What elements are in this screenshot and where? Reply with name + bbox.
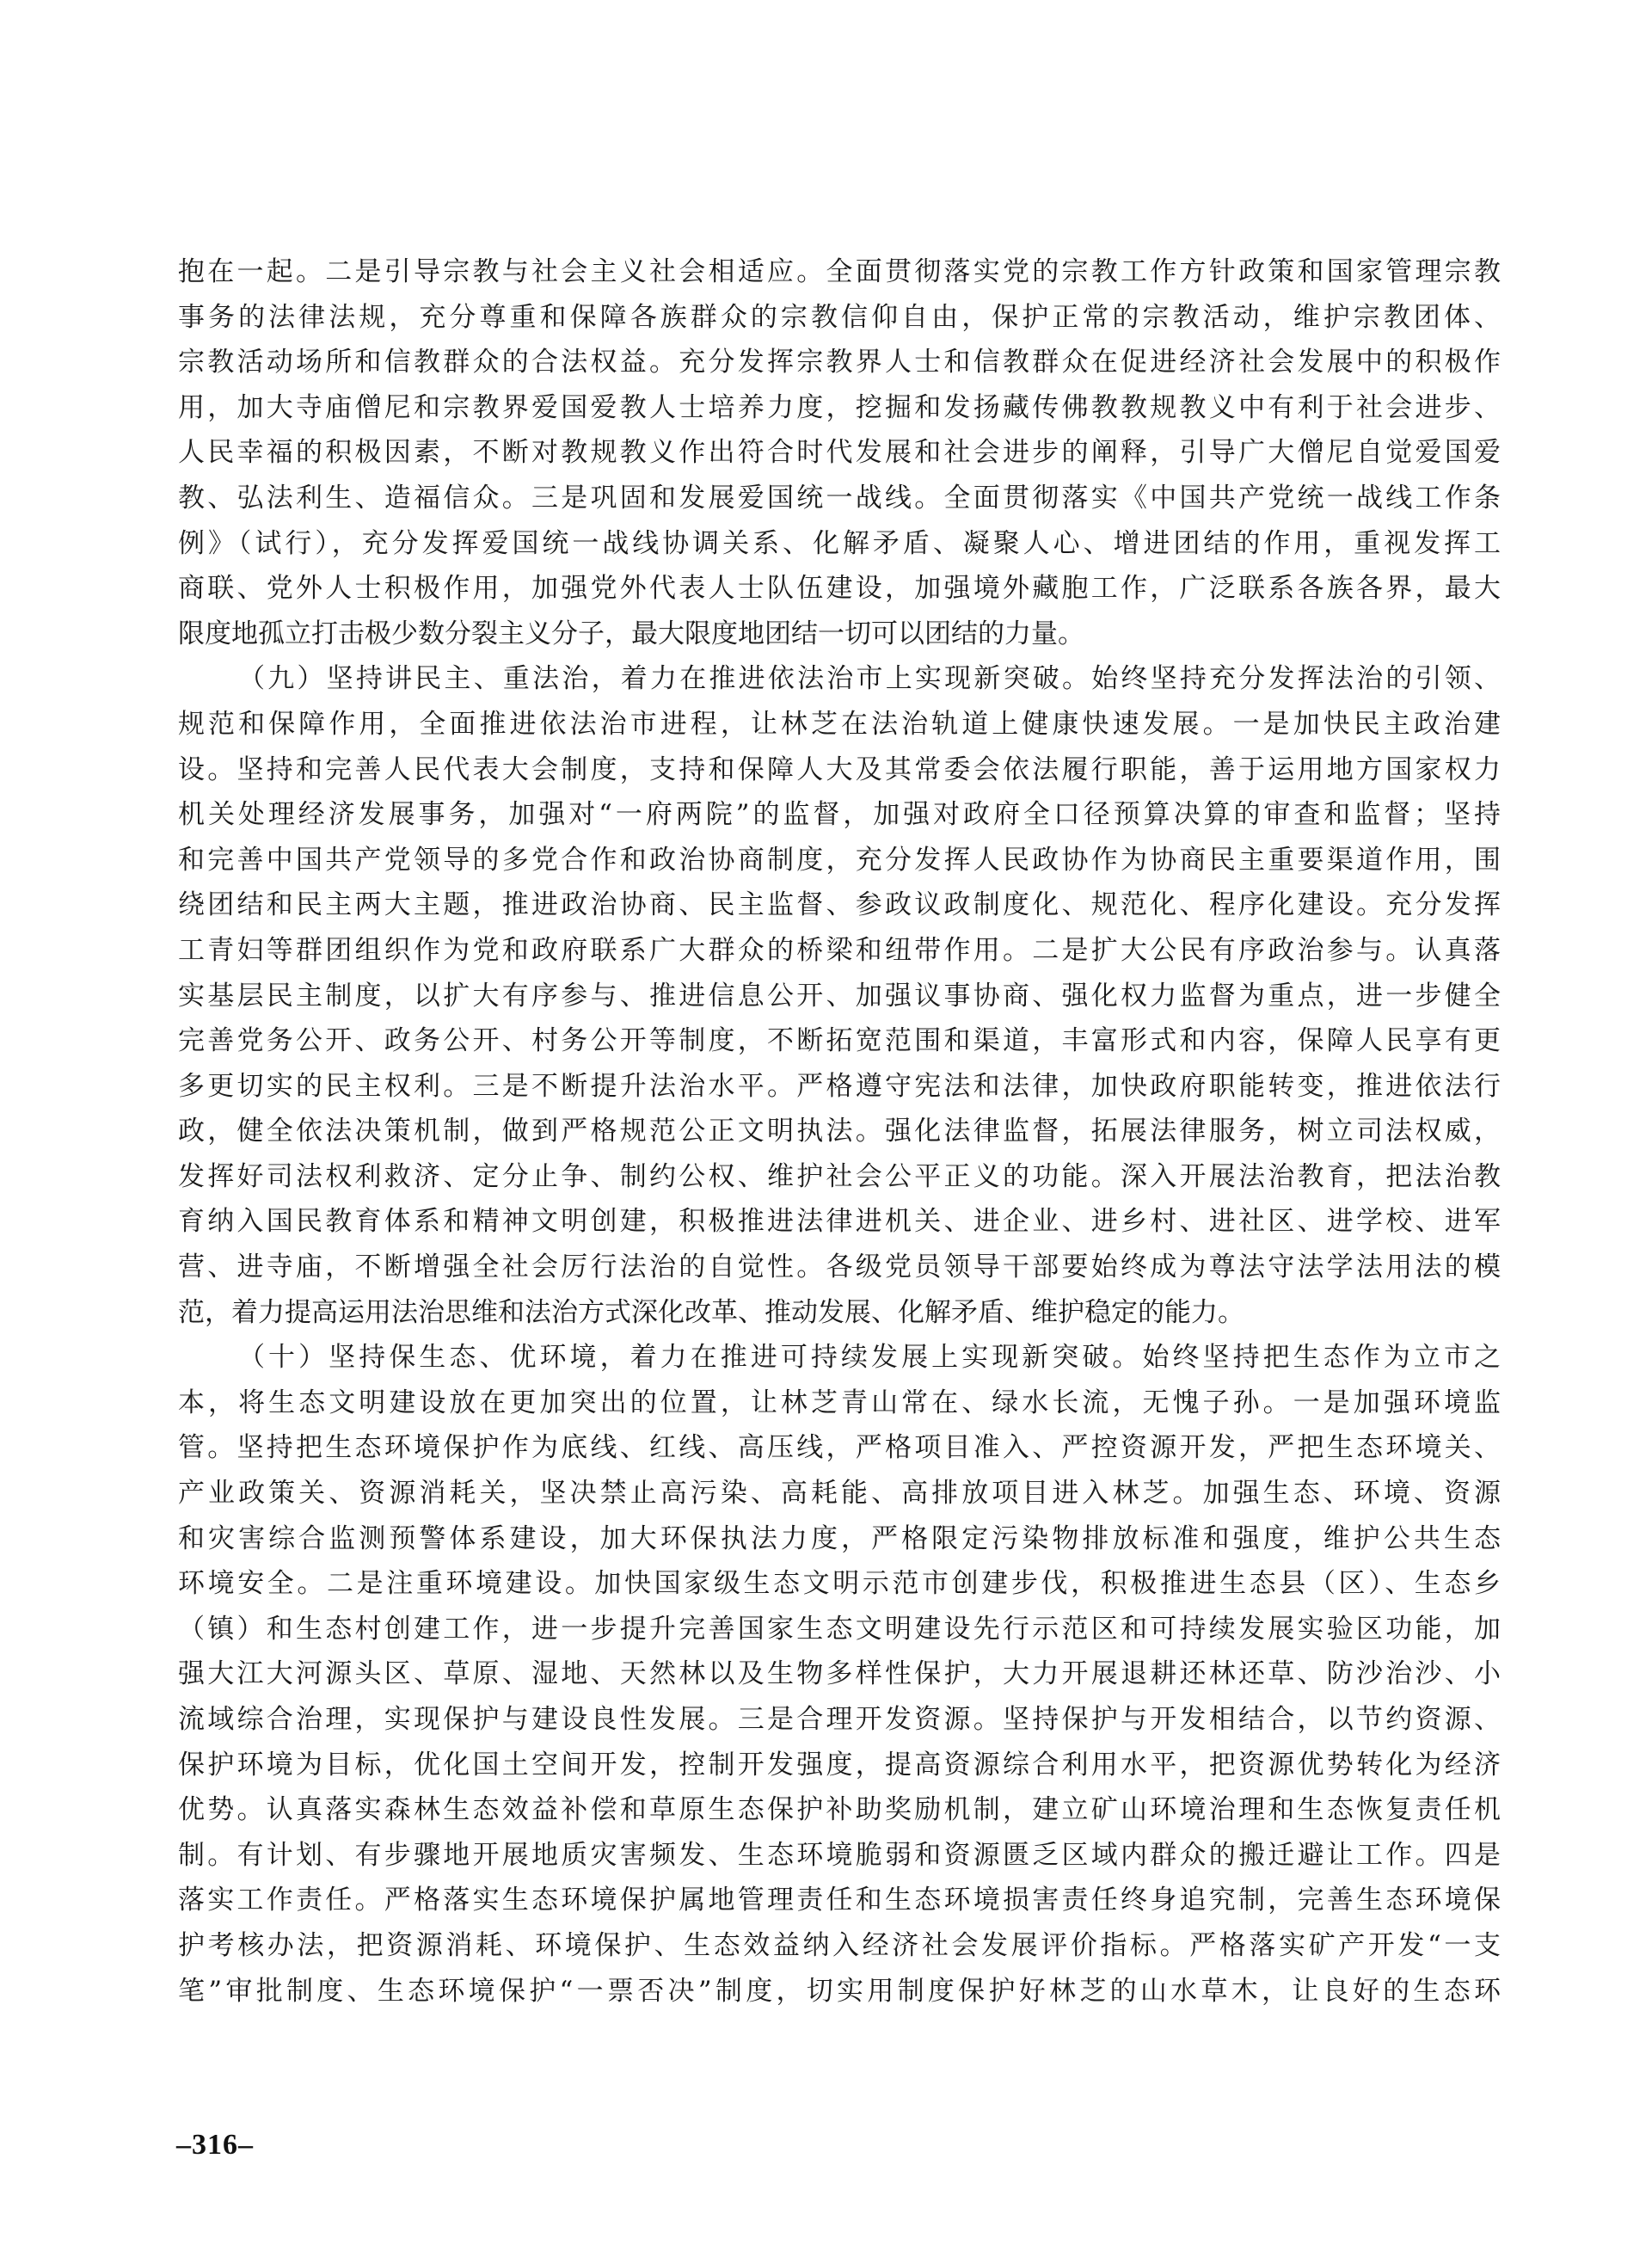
text-line: 发挥好司法权利救济、定分止争、制约公权、维护社会公平正义的功能。深入开展法治教育，把法治教 bbox=[178, 1160, 1501, 1192]
text-line: 人民幸福的积极因素，不断对教规教义作出符合时代发展和社会进步的阐释，引导广大僧尼自觉爱国爱 bbox=[178, 437, 1501, 469]
text-line: 和灾害综合监测预警体系建设，加大环保执法力度，严格限定污染物排放标准和强度，维护公共生态 bbox=[178, 1522, 1501, 1554]
text-line: （镇）和生态村创建工作，进一步提升完善国家生态文明建设先行示范区和可持续发展实验区功能，加 bbox=[178, 1613, 1501, 1645]
text-line: 限度地孤立打击极少数分裂主义分子，最大限度地团结一切可以团结的力量。 bbox=[178, 618, 1084, 649]
text-line: 管。坚持把生态环境保护作为底线、红线、高压线，严格项目准入、严控资源开发，严把生态环境关、 bbox=[178, 1432, 1501, 1464]
text-line: 宗教活动场所和信教群众的合法权益。充分发挥宗教界人士和信教群众在促进经济社会发展中的积极作 bbox=[178, 347, 1501, 378]
text-line: 机关处理经济发展事务，加强对“一府两院”的监督，加强对政府全口径预算决算的审查和监督；坚持 bbox=[178, 799, 1501, 831]
text-line: 保护环境为目标，优化国土空间开发，控制开发强度，提高资源综合利用水平，把资源优势转化为经济 bbox=[178, 1749, 1501, 1780]
text-line: 制。有计划、有步骤地开展地质灾害频发、生态环境脆弱和资源匮乏区域内群众的搬迁避让工作。四是 bbox=[178, 1839, 1501, 1871]
document-body bbox=[178, 249, 1501, 2014]
text-line: 实基层民主制度，以扩大有序参与、推进信息公开、加强议事协商、强化权力监督为重点，进一步健全 bbox=[178, 980, 1501, 1012]
page-number: –316– bbox=[176, 2129, 254, 2161]
text-line: 育纳入国民教育体系和精神文明创建，积极推进法律进机关、进企业、进乡村、进社区、进学校、进军 bbox=[178, 1206, 1501, 1238]
text-line: 护考核办法，把资源消耗、环境保护、生态效益纳入经济社会发展评价指标。严格落实矿产开发“一支 bbox=[178, 1929, 1501, 1961]
text-line: 笔”审批制度、生态环境保护“一票否决”制度，切实用制度保护好林芝的山水草木，让良好的生态环 bbox=[178, 1975, 1501, 2007]
text-line: 设。坚持和完善人民代表大会制度，支持和保障人大及其常委会依法履行职能，善于运用地方国家权力 bbox=[178, 753, 1501, 785]
text-line: 政，健全依法决策机制，做到严格规范公正文明执法。强化法律监督，拓展法律服务，树立司法权威， bbox=[178, 1116, 1501, 1147]
section-nine-start: （九）坚持讲民主、重法治，着力在推进依法治市上实现新突破。始终坚持充分发挥法治的引领、 bbox=[238, 663, 1501, 695]
text-line: 事务的法律法规，充分尊重和保障各族群众的宗教信仰自由，保护正常的宗教活动，维护宗教团体、 bbox=[178, 301, 1501, 333]
text-line: 工青妇等群团组织作为党和政府联系广大群众的桥梁和纽带作用。二是扩大公民有序政治参与。认真落 bbox=[178, 934, 1501, 966]
text-line: 和完善中国共产党领导的多党合作和政治协商制度，充分发挥人民政协作为协商民主重要渠道作用，围 bbox=[178, 844, 1501, 876]
text-line: 优势。认真落实森林生态效益补偿和草原生态保护补助奖励机制，建立矿山环境治理和生态恢复责任机 bbox=[178, 1794, 1501, 1826]
text-line: 多更切实的民主权利。三是不断提升法治水平。严格遵守宪法和法律，加快政府职能转变，推进依法行 bbox=[178, 1070, 1501, 1102]
section-ten-start: （十）坚持保生态、优环境，着力在推进可持续发展上实现新突破。始终坚持把生态作为立市之 bbox=[238, 1342, 1501, 1374]
text-line: 完善党务公开、政务公开、村务公开等制度，不断拓宽范围和渠道，丰富形式和内容，保障人民享有更 bbox=[178, 1025, 1501, 1057]
text-line: 教、弘法利生、造福信众。三是巩固和发展爱国统一战线。全面贯彻落实《中国共产党统一战线工作条 bbox=[178, 482, 1501, 514]
text-line: 营、进寺庙，不断增强全社会厉行法治的自觉性。各级党员领导干部要始终成为尊法守法学法用法的模 bbox=[178, 1251, 1501, 1283]
text-line: 落实工作责任。严格落实生态环境保护属地管理责任和生态环境损害责任终身追究制，完善生态环境保 bbox=[178, 1885, 1501, 1916]
text-line: 商联、党外人士积极作用，加强党外代表人士队伍建设，加强境外藏胞工作，广泛联系各族各界，最大 bbox=[178, 573, 1501, 605]
text-line: 本，将生态文明建设放在更加突出的位置，让林芝青山常在、绿水长流，无愧子孙。一是加强环境监 bbox=[178, 1387, 1501, 1418]
text-line: 绕团结和民主两大主题，推进政治协商、民主监督、参政议政制度化、规范化、程序化建设。充分发挥 bbox=[178, 889, 1501, 921]
text-line: 范，着力提高运用法治思维和法治方式深化改革、推动发展、化解矛盾、维护稳定的能力。 bbox=[178, 1296, 1244, 1328]
text-line: 流域综合治理，实现保护与建设良性发展。三是合理开发资源。坚持保护与开发相结合，以节约资源、 bbox=[178, 1704, 1501, 1735]
text-line: 用，加大寺庙僧尼和宗教界爱国爱教人士培养力度，挖掘和发扬藏传佛教教规教义中有利于社会进步、 bbox=[178, 391, 1501, 423]
text-line: 产业政策关、资源消耗关，坚决禁止高污染、高耗能、高排放项目进入林芝。加强生态、环境、资源 bbox=[178, 1478, 1501, 1510]
text-line: 环境安全。二是注重环境建设。加快国家级生态文明示范市创建步伐，积极推进生态县（区）、生态乡 bbox=[178, 1568, 1501, 1600]
text-line: 抱在一起。二是引导宗教与社会主义社会相适应。全面贯彻落实党的宗教工作方针政策和国家管理宗教 bbox=[178, 256, 1501, 287]
text-line: 强大江大河源头区、草原、湿地、天然林以及生物多样性保护，大力开展退耕还林还草、防沙治沙、小 bbox=[178, 1658, 1501, 1690]
text-line: 例》（试行），充分发挥爱国统一战线协调关系、化解矛盾、凝聚人心、增进团结的作用，重视发挥工 bbox=[178, 527, 1501, 559]
text-line: 规范和保障作用，全面推进依法治市进程，让林芝在法治轨道上健康快速发展。一是加快民主政治建 bbox=[178, 708, 1501, 740]
